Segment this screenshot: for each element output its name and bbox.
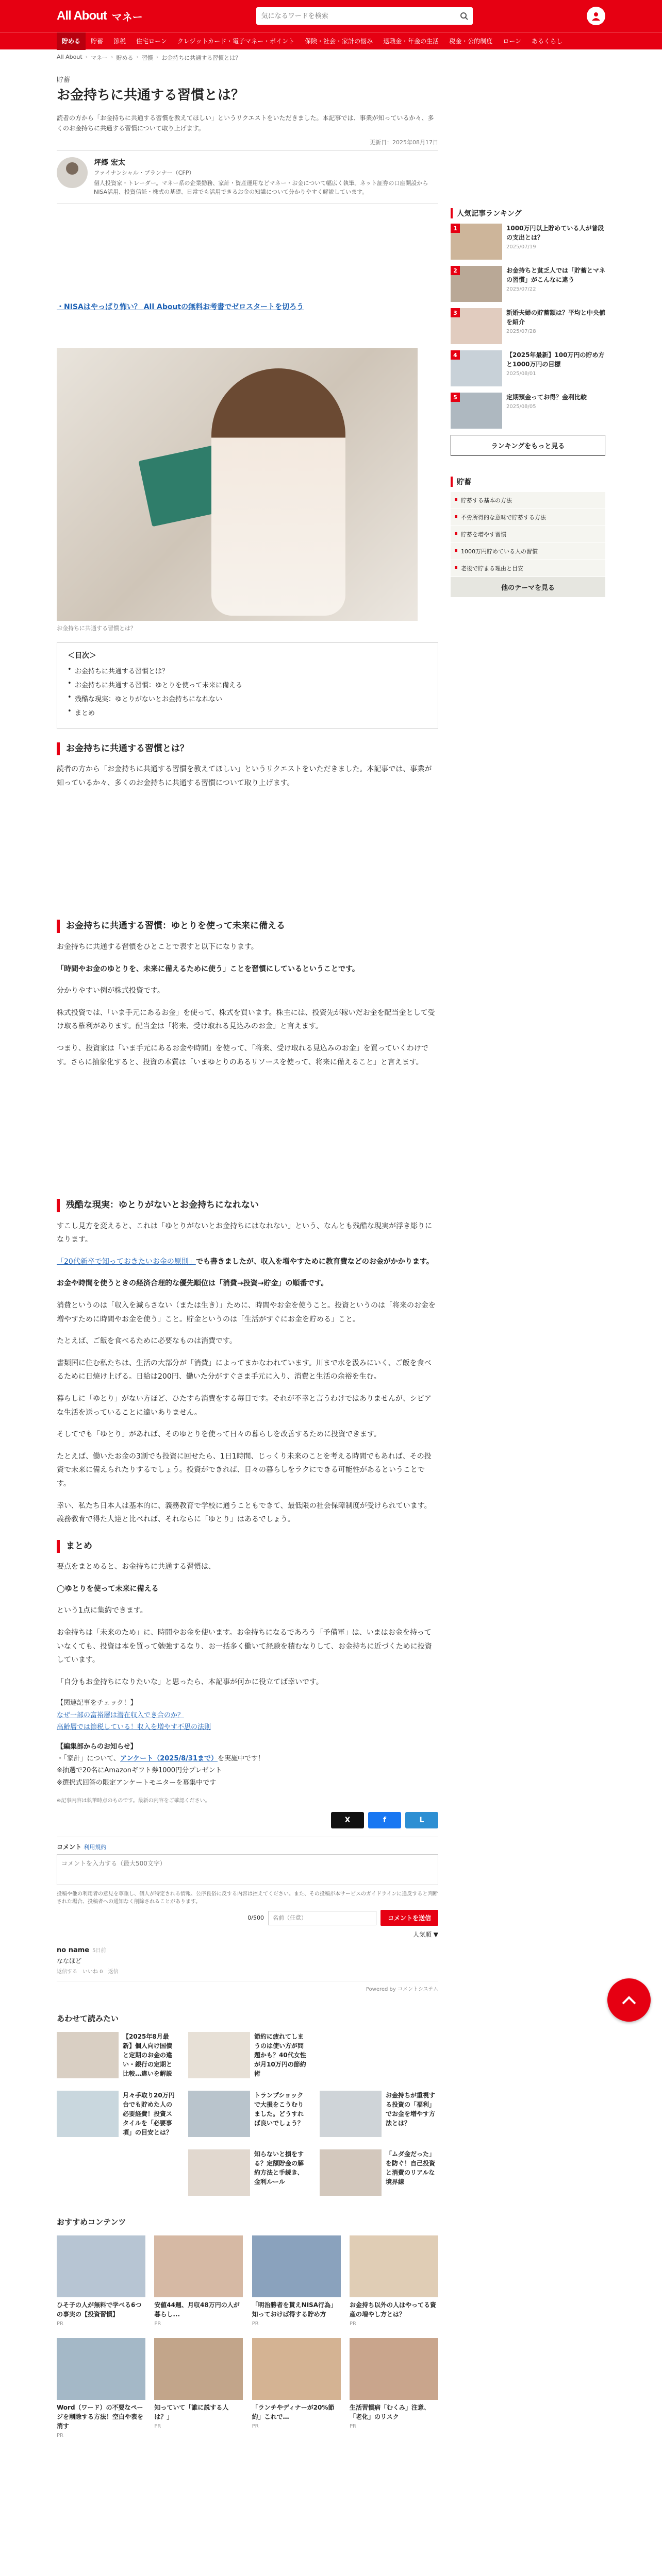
toc-item[interactable]: • まとめ bbox=[68, 707, 427, 717]
article-lead: 読者の方から「お金持ちに共通する習慣を教えてほしい」というリクエストをいただきました。本記事では、事業が知っているか々、多くのお金持ちに共通する習慣について取り上げます。 bbox=[57, 114, 434, 132]
other-themes-button[interactable]: 他のテーマを見る bbox=[451, 577, 605, 597]
author-box bbox=[57, 150, 438, 204]
ranking-list bbox=[451, 224, 605, 429]
comment-label bbox=[57, 1842, 438, 1851]
ranking-title: 新婚夫婦の貯蓄額は？平均と中央値を紹介 bbox=[506, 309, 606, 326]
rank-badge: 5 bbox=[451, 393, 460, 402]
toc-item[interactable]: • 残酷な現実：ゆとりがないとお金持ちになれない bbox=[68, 693, 427, 703]
ad-space bbox=[57, 798, 438, 906]
card-title: 節約に疲れてしまうのは使い方が問題かも？40代女性が月10万円の節約術 bbox=[254, 2033, 306, 2078]
ranking-date: 2025/08/01 bbox=[506, 371, 536, 377]
promo-link[interactable]: ・NISAはやっぱり怖い？ All Aboutの無料お考書でゼロスタートを切ろう bbox=[57, 302, 304, 311]
toc-item[interactable]: • お金持ちに共通する習慣：ゆとりを使って未来に備える bbox=[68, 680, 427, 689]
toc-item[interactable]: • お金持ちに共通する習慣とは？ bbox=[68, 666, 427, 675]
recommended-card[interactable] bbox=[154, 2338, 243, 2438]
card-title: 「ムダ金だった」を防ぐ！自己投資と消費のリアルな境界線 bbox=[386, 2150, 436, 2186]
ranking-item[interactable] bbox=[451, 224, 605, 260]
category-nav bbox=[0, 32, 662, 49]
category-heading: 貯蓄 bbox=[451, 477, 605, 487]
category-item[interactable]: 老後で貯まる理由と目安 bbox=[451, 560, 605, 577]
ranking-date: 2025/08/05 bbox=[506, 404, 536, 410]
ranking-heading: 人気記事ランキング bbox=[451, 208, 605, 218]
also-read-card[interactable] bbox=[188, 2091, 307, 2137]
page-container bbox=[57, 62, 605, 2438]
section-heading: まとめ bbox=[57, 1540, 438, 1553]
share-facebook-button[interactable] bbox=[368, 1812, 401, 1828]
nav-item[interactable]: 貯蓄 bbox=[91, 37, 104, 45]
breadcrumb-separator: › bbox=[85, 54, 88, 60]
recommended-card[interactable] bbox=[57, 2338, 145, 2438]
ranking-item[interactable] bbox=[451, 308, 605, 344]
ranking-item[interactable] bbox=[451, 266, 605, 302]
card-source: PR bbox=[57, 2433, 63, 2439]
image-caption: お金持ちに共通する習慣とは？ bbox=[57, 624, 136, 632]
also-read-card[interactable] bbox=[188, 2032, 307, 2078]
nav-item[interactable]: 節税 bbox=[113, 37, 126, 45]
editorial-notice bbox=[57, 1741, 438, 1789]
category-box bbox=[451, 477, 605, 597]
paragraph: 幸い、私たち日本人は基本的に、義務教育で学校に通うこともできて、最低限の社会保障制度が受けられています。義務教育で得た人達と比べれば、それならに「ゆとり」はあるでしょう。 bbox=[57, 1501, 432, 1524]
nav-item[interactable]: 貯める bbox=[57, 32, 86, 50]
category-item[interactable]: 貯蓄を増やす習慣 bbox=[451, 526, 605, 543]
breadcrumb-separator: › bbox=[156, 54, 159, 60]
paragraph: 消費というのは「収入を減らさない（または生き）」ために、時間やお金を使うこと。投資というのは「将来のお金を増やすために時間やお金を使う」こと。貯金というのは「生活がすぐにお金を貯める」こと。 bbox=[57, 1301, 436, 1324]
nav-item[interactable]: 住宅ローン bbox=[136, 37, 167, 45]
card-thumbnail bbox=[154, 2338, 243, 2400]
card-title: お金持ち以外の人はやってる資産の増やし方とは？ bbox=[349, 2301, 436, 2318]
rank-badge: 1 bbox=[451, 224, 460, 233]
reply-button[interactable]: 返信する bbox=[57, 1969, 77, 1975]
emphasis-text: ◯ゆとりを使って未来に備える bbox=[57, 1584, 159, 1593]
recommended-card[interactable] bbox=[154, 2235, 243, 2327]
card-thumbnail bbox=[350, 2235, 438, 2297]
card-thumbnail bbox=[57, 2091, 119, 2137]
card-thumbnail bbox=[57, 2338, 145, 2400]
comment-text: ななほど bbox=[57, 1957, 82, 1965]
ranking-thumbnail bbox=[451, 224, 502, 260]
nav-item[interactable]: ローン bbox=[503, 37, 521, 45]
ranking-title: 【2025年最新】100万円の貯め方と1000万円の目標 bbox=[506, 351, 605, 368]
emphasis-text: 「時間やお金のゆとりを、未来に備えるために使う」ことを習慣にしているということです。 bbox=[57, 964, 359, 973]
card-thumbnail bbox=[57, 2032, 119, 2078]
ranking-thumbnail bbox=[451, 308, 502, 344]
logo-mark: All About bbox=[57, 9, 107, 23]
hero-image bbox=[57, 348, 418, 621]
related-link[interactable]: なぜ一部の富裕層は潜在収入でき合のか？ bbox=[57, 1711, 185, 1719]
author-name[interactable]: 坪郷 宏太 bbox=[94, 158, 125, 167]
notice-text: を実施中です！ bbox=[218, 1754, 265, 1762]
chevron-up-icon bbox=[621, 1995, 637, 2005]
card-title: 安値44週、月収48万円の人が暮らし... bbox=[154, 2301, 240, 2318]
ranking-thumbnail bbox=[451, 393, 502, 429]
article-main bbox=[57, 74, 438, 2438]
card-title: お金持ちが重視する投資の「福利」でお金を増やす方法とは？ bbox=[386, 2092, 436, 2127]
card-source: PR bbox=[349, 2424, 356, 2430]
paragraph: 書類国に住む私たちは、生活の大部分が「消費」によってまかなわれています。川まで水を汲みにいく、ご飯を食べるために日焼け上げる。日給は200円、働いた分がすぐさま手元に入り、消費と生活の余裕を生む。 bbox=[57, 1359, 432, 1381]
also-read-section bbox=[57, 2013, 438, 2196]
card-thumbnail bbox=[188, 2091, 250, 2137]
breadcrumb-item[interactable]: 習慣 bbox=[141, 55, 153, 61]
also-read-card bbox=[57, 2149, 175, 2196]
rank-badge: 4 bbox=[451, 350, 460, 360]
toc-title: ＜目次＞ bbox=[68, 651, 96, 660]
card-thumbnail bbox=[350, 2338, 438, 2400]
paragraph: 「自分もお金持ちになりたいな」と思ったら、本記事が何かに役立てば幸いです。 bbox=[57, 1677, 323, 1686]
related-links bbox=[57, 1697, 438, 1733]
paragraph: たとえば、ご飯を食べるために必要なものは消費です。 bbox=[57, 1337, 237, 1346]
also-read-card[interactable] bbox=[320, 2149, 438, 2196]
comment-submit-button[interactable]: コメントを送信 bbox=[380, 1910, 438, 1926]
related-heading: 【関連記事をチェック！】 bbox=[57, 1699, 137, 1707]
search-input[interactable] bbox=[256, 7, 455, 25]
card-thumbnail bbox=[252, 2338, 341, 2400]
facebook-icon: f bbox=[383, 1816, 387, 1825]
recommended-section bbox=[57, 2216, 438, 2438]
search-icon[interactable] bbox=[455, 7, 473, 25]
also-read-card[interactable] bbox=[57, 2032, 175, 2078]
recommended-card[interactable] bbox=[252, 2235, 341, 2327]
card-title: ひそ子の人が無料で学べる6つの事実の【投資習慣】 bbox=[57, 2301, 142, 2318]
reply-count[interactable]: 返信 bbox=[108, 1969, 119, 1975]
rank-badge: 3 bbox=[451, 308, 460, 317]
paragraph: という1点に集約できます。 bbox=[57, 1606, 147, 1615]
breadcrumb-current: お金持ちに共通する習慣とは？ bbox=[161, 55, 241, 61]
ranking-item[interactable] bbox=[451, 350, 605, 386]
paragraph: 要点をまとめると、お金持ちに共通する習慣は、 bbox=[57, 1563, 216, 1571]
paragraph: つまり、投資家は「いま手元にあるお金や時間」を使って、「将来、受け取れる見込みのお金」を買っていくわけです。さらに抽象化すると、投資の本質は「いまゆとりのあるリソースを使って、将来に備えること」と言えます。 bbox=[57, 1044, 428, 1066]
card-source: PR bbox=[349, 2321, 356, 2327]
card-title: Word（ワード）の不要なページを削除する方法！空白や表を消す bbox=[57, 2404, 144, 2430]
category-item[interactable]: 1000万円貯めている人の習慣 bbox=[451, 543, 605, 560]
card-thumbnail bbox=[320, 2149, 382, 2196]
hero-figure-shape bbox=[211, 368, 345, 616]
paragraph: お金持ちに共通する習慣をひとことで表すと以下になります。 bbox=[57, 942, 258, 951]
ad-space bbox=[57, 1077, 438, 1185]
notice-text: ※抽選で20名にAmazonギフト券1000円分プレゼント bbox=[57, 1767, 222, 1775]
paragraph: 株式投資では、「いま手元にあるお金」を使って、株式を買います。株主には、投資先が稼いだお金を配当金として受け取る権利があります。配当金は「将来、受け取れる見込みのお金」と言えます。 bbox=[57, 1008, 435, 1031]
ranking-date: 2025/07/28 bbox=[506, 329, 536, 334]
author-role: ファイナンシャル・プランナー（CFP） bbox=[94, 169, 195, 176]
page-title: お金持ちに共通する習慣とは？ bbox=[57, 88, 245, 103]
comment-actions bbox=[57, 1967, 438, 1975]
comment-section bbox=[57, 1837, 438, 1992]
card-title: 生活習慣病「むくみ」注意、「老化」のリスク bbox=[349, 2404, 430, 2421]
breadcrumb-item[interactable]: 貯める bbox=[116, 55, 134, 61]
paragraph: 分かりやすい例が株式投資です。 bbox=[57, 987, 164, 995]
share-buttons bbox=[57, 1812, 438, 1828]
user-account-icon[interactable] bbox=[587, 7, 605, 25]
comment-author: no name bbox=[57, 1946, 90, 1955]
category-item[interactable]: 不労所得的な意味で貯蓄する方法 bbox=[451, 509, 605, 526]
table-of-contents bbox=[57, 642, 438, 729]
card-title: 知らないと損をする？定額貯金の解約方法と手続き、金利ルール bbox=[254, 2150, 304, 2186]
also-read-heading: あわせて読みたい bbox=[57, 2014, 119, 2024]
recommended-grid bbox=[57, 2235, 438, 2438]
sidebar bbox=[451, 74, 605, 2438]
section-heading: 残酷な現実：ゆとりがないとお金持ちになれない bbox=[57, 1199, 438, 1212]
back-to-top-button[interactable] bbox=[607, 1978, 651, 2022]
nav-item[interactable]: 退職金・年金の生活 bbox=[383, 37, 439, 45]
card-thumbnail bbox=[252, 2235, 341, 2297]
recommended-heading: おすすめコンテンツ bbox=[57, 2217, 126, 2227]
comment-time: 5日前 bbox=[92, 1948, 106, 1954]
updated-date: 更新日：2025年08月17日 bbox=[370, 139, 438, 146]
category-item[interactable]: 貯蓄する基本の方法 bbox=[451, 492, 605, 509]
card-source: PR bbox=[154, 2424, 161, 2430]
card-thumbnail bbox=[188, 2032, 250, 2078]
share-x-button[interactable] bbox=[331, 1812, 364, 1828]
disclaimer: ※記事内容は執筆時点のものです。最新の内容をご確認ください。 bbox=[57, 1798, 210, 1804]
card-title: 「明治勝者を貰えNISA行為」知っておけば得する貯め方 bbox=[252, 2301, 337, 2318]
share-line-button[interactable] bbox=[405, 1812, 438, 1828]
ranking-title: 定期預金ってお得？金利比較 bbox=[506, 394, 587, 401]
notice-heading: 【編集部からのお知らせ】 bbox=[57, 1742, 137, 1751]
also-read-grid bbox=[57, 2032, 438, 2196]
like-button[interactable]: いいね 0 bbox=[82, 1969, 103, 1975]
name-input[interactable] bbox=[268, 1911, 376, 1925]
recommended-card[interactable] bbox=[350, 2338, 438, 2438]
ranking-title: お金持ちと貧乏人では「貯蓄とマネの習慣」がこんなに違う bbox=[506, 267, 606, 283]
card-thumbnail bbox=[154, 2235, 243, 2297]
comment-guidelines: 投稿や他の利用者の意見を尊重し、個人が特定される情報、公序良俗に反する内容は控えてください。また、その投稿が本サービスのガイドラインに違反すると判断された場合、投稿者への通知なく削除されることがあります。 bbox=[57, 1891, 438, 1905]
card-title: トランプショックで大損をこうむりました。どうすれば良いでしょう？ bbox=[254, 2092, 304, 2127]
breadcrumb-item[interactable]: マネー bbox=[91, 55, 108, 61]
section-heading: お金持ちに共通する習慣：ゆとりを使って未来に備える bbox=[57, 920, 438, 933]
card-source: PR bbox=[57, 2321, 63, 2327]
author-description: 個人投資家・トレーダー。マネー系の企業勤務、家計・資産運用などマネー・お金について幅広く執筆。ネット証券の口座開設からNISA活用、投資信託・株式の基礎、日常でも活用できるお金の知識について分かりやすく解説しています。 bbox=[94, 179, 428, 196]
ranking-thumbnail bbox=[451, 266, 502, 302]
paragraph: そしてでも「ゆとり」があれば、そのゆとりを使って日々の暮らしを改善するために投資できます。 bbox=[57, 1430, 381, 1439]
comment-item bbox=[57, 1946, 438, 1981]
recommended-card[interactable] bbox=[252, 2338, 341, 2438]
card-source: PR bbox=[252, 2321, 259, 2327]
rank-badge: 2 bbox=[451, 266, 460, 275]
also-read-card[interactable] bbox=[57, 2091, 175, 2137]
breadcrumb-separator: › bbox=[136, 54, 139, 60]
ranking-more-button[interactable]: ランキングをもっと見る bbox=[451, 435, 605, 456]
card-thumbnail bbox=[320, 2091, 382, 2137]
emphasis-text: お金や時間を使うときの経済合理的な優先順位は「消費→投資→貯金」の順番です。 bbox=[57, 1279, 328, 1288]
ranking-item[interactable] bbox=[451, 393, 605, 429]
top-bar bbox=[0, 0, 662, 32]
nav-item[interactable]: クレジットカード・電子マネー・ポイント bbox=[177, 37, 295, 45]
nav-item[interactable]: 保険・社会・家計の悩み bbox=[305, 37, 373, 45]
recommended-card[interactable] bbox=[57, 2235, 145, 2327]
card-title: 【2025年8月最新】個人向け国債と定期のお金の違い・銀行の定期と比較…違いを解説 bbox=[123, 2033, 173, 2078]
card-source: PR bbox=[252, 2424, 259, 2430]
also-read-card[interactable] bbox=[188, 2149, 307, 2196]
powered-by: Powered by コメントシステム bbox=[366, 1987, 438, 1993]
ranking-date: 2025/07/22 bbox=[506, 286, 536, 292]
category-tag[interactable]: 貯蓄 bbox=[57, 76, 71, 84]
inline-link[interactable]: 「20代新卒で知っておきたいお金の原則」 bbox=[57, 1257, 196, 1266]
site-logo[interactable] bbox=[57, 9, 143, 24]
paragraph: お金持ちは「未来のため」に、時間やお金を使います。お金持ちになるであろう「予備軍」は、いまはお金を持っていなくても、投資は本を買って勉強するなり、お一括多く働いて経験を積むなりして、お金持ちに近づくために投資しています。 bbox=[57, 1628, 432, 1665]
card-title: 知っていて「誰に説する人は？」 bbox=[154, 2404, 229, 2421]
recommended-card[interactable] bbox=[350, 2235, 438, 2327]
related-link[interactable]: 高齢層では節税している！収入を増やす不思の法則 bbox=[57, 1723, 211, 1732]
comment-submit-row bbox=[57, 1910, 438, 1926]
ranking-date: 2025/07/19 bbox=[506, 244, 536, 250]
avatar[interactable] bbox=[57, 157, 88, 188]
comment-input[interactable] bbox=[57, 1854, 438, 1885]
terms-link[interactable]: 利用規約 bbox=[84, 1844, 107, 1851]
survey-link[interactable]: アンケート（2025/8/31まで） bbox=[120, 1754, 218, 1762]
card-thumbnail bbox=[188, 2149, 250, 2196]
breadcrumb-separator: › bbox=[111, 54, 113, 60]
emphasis-text: でも書きましたが、収入を増やすために教育費などのお金がかかります。 bbox=[195, 1257, 434, 1266]
also-read-card bbox=[320, 2032, 438, 2078]
paragraph: 読者の方から「お金持ちに共通する習慣を教えてほしい」というリクエストをいただきました。本記事では、事業が知っているか々、多くのお金持ちに共通する習慣について取り上げます。 bbox=[57, 765, 432, 787]
sort-order-select[interactable]: 人気順 ▼ bbox=[412, 1931, 438, 1939]
notice-text: ・「家計」について、 bbox=[57, 1754, 120, 1762]
line-icon: L bbox=[419, 1816, 424, 1825]
nav-item[interactable]: 税金・公的制度 bbox=[449, 37, 493, 45]
section-name: マネー bbox=[111, 11, 143, 23]
breadcrumb bbox=[0, 49, 662, 62]
card-title: 「ランチやディナーが20%節約」これで… bbox=[252, 2404, 335, 2421]
ranking-title: 1000万円以上貯めている人が普段の支出とは？ bbox=[506, 225, 604, 241]
breadcrumb-item[interactable]: All About bbox=[57, 54, 82, 60]
nav-item[interactable]: あるくらし bbox=[531, 37, 562, 45]
card-thumbnail bbox=[57, 2235, 145, 2297]
char-counter: 0/500 bbox=[247, 1914, 264, 1922]
paragraph: 暮らしに「ゆとり」がない方ほど、ひたすら消費をする毎日です。それが不幸と言うわけではありませんが、シビアな生活を送っていることに違いありません。 bbox=[57, 1394, 432, 1417]
section-heading: お金持ちに共通する習慣とは？ bbox=[57, 742, 438, 756]
comment-title: コメント bbox=[57, 1843, 82, 1851]
also-read-card[interactable] bbox=[320, 2091, 438, 2137]
card-source: PR bbox=[154, 2321, 161, 2327]
search-box bbox=[256, 7, 473, 25]
card-title: 月々手取り20万円台でも貯めた人の必要経費！投資スタイルを「必要事項」の目安とは？ bbox=[123, 2092, 175, 2137]
notice-text: ※選択式回答の限定アンケートモニターを募集中です bbox=[57, 1778, 217, 1787]
ranking-thumbnail bbox=[451, 350, 502, 386]
x-icon: X bbox=[344, 1816, 351, 1825]
paragraph: たとえば、働いたお金の3割でも投資に回せたら、1日1時間、じっくり未来のことを考える時間でもあれば、その投資で未来に備えられたりするでしょう。投資ができれば、日々の暮らしをラクにできる可能性があるということです。 bbox=[57, 1452, 432, 1488]
paragraph: すこし見方を変えると、これは「ゆとりがないとお金持ちにはなれない」という、なんとも残酷な現実が浮き彫りになります。 bbox=[57, 1222, 432, 1244]
